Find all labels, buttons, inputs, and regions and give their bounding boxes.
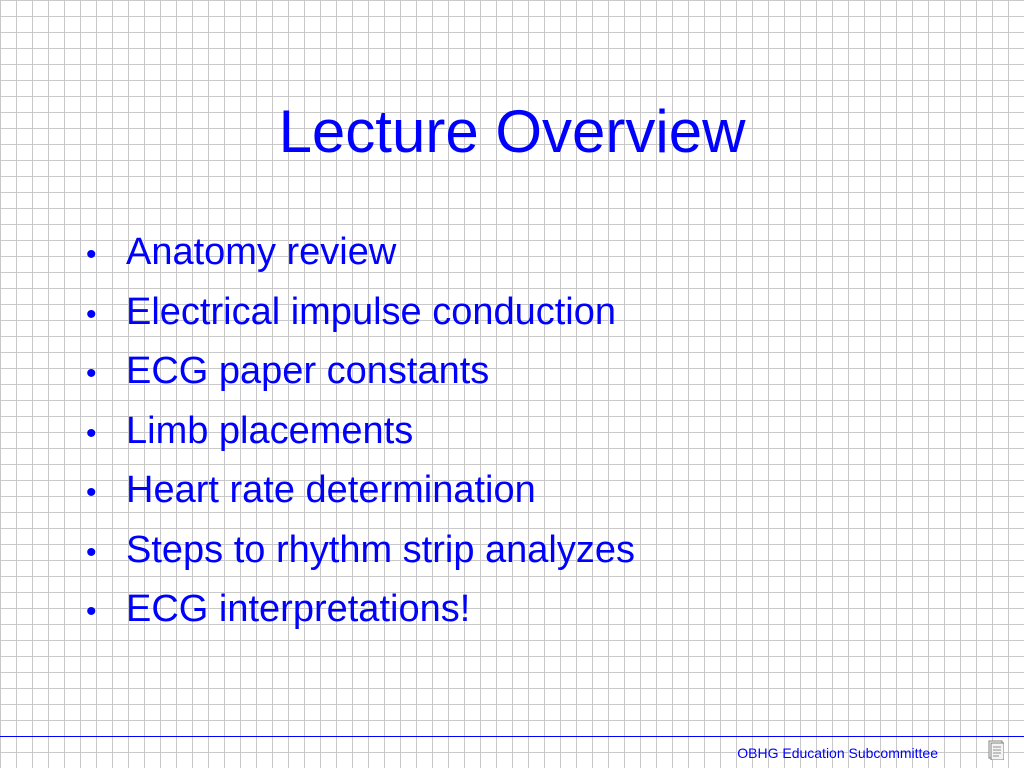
slide-title: Lecture Overview — [278, 98, 746, 165]
bullet-item — [86, 464, 635, 524]
bullet-icon: • — [86, 416, 97, 450]
footer-divider — [0, 736, 1024, 737]
bullet-list — [86, 226, 635, 643]
bullet-text: Heart rate determination — [126, 469, 536, 511]
bullet-item — [86, 286, 635, 346]
bullet-icon: • — [86, 238, 97, 271]
bullet-icon: • — [86, 535, 97, 569]
bullet-icon: • — [86, 297, 97, 331]
bullet-text: ECG interpretations! — [126, 588, 471, 630]
bullet-text: Electrical impulse conduction — [126, 290, 617, 333]
bullet-item — [86, 583, 635, 643]
bullet-icon: • — [86, 595, 97, 628]
bullet-icon: • — [86, 357, 97, 390]
bullet-text: ECG paper constants — [126, 350, 490, 392]
bullet-icon: • — [86, 476, 97, 509]
bullet-text: Steps to rhythm strip analyzes — [126, 528, 635, 571]
bullet-item — [86, 524, 635, 584]
bullet-text: Limb placements — [126, 409, 414, 452]
document-icon — [988, 740, 1004, 760]
bullet-item — [86, 405, 635, 465]
bullet-text: Anatomy review — [126, 231, 397, 273]
bullet-item — [86, 226, 635, 286]
footer-text: OBHG Education Subcommittee — [737, 745, 938, 761]
bullet-item — [86, 345, 635, 405]
